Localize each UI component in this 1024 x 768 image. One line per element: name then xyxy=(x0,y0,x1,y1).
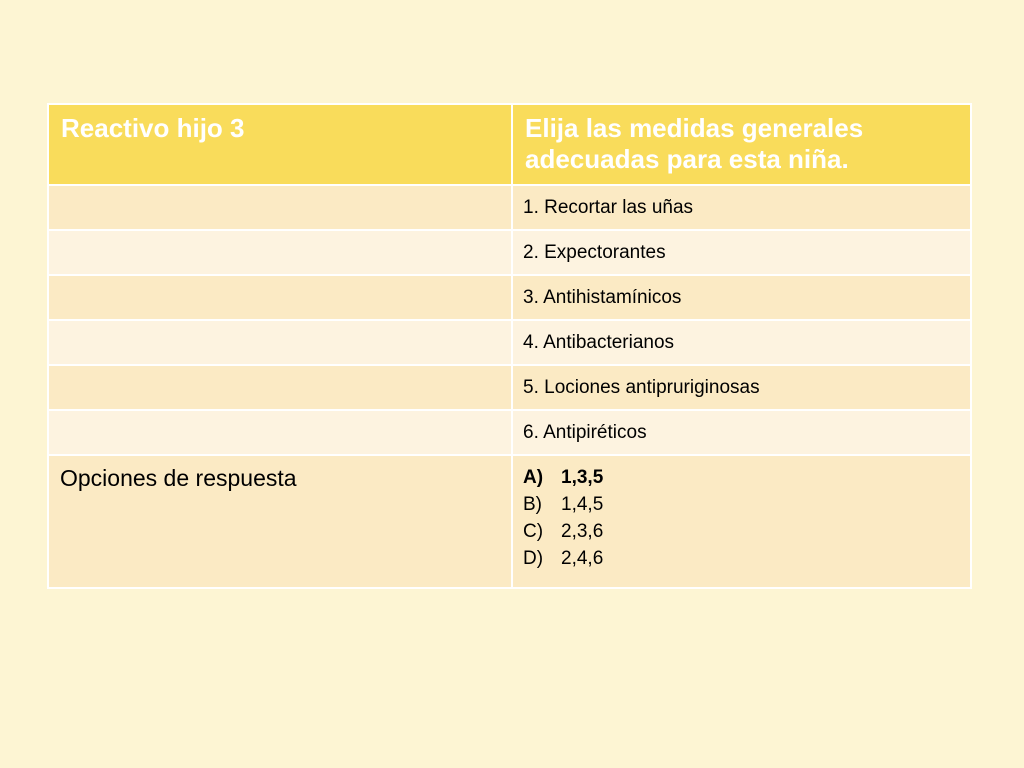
answers-label-cell xyxy=(48,455,512,588)
option-letter: C) xyxy=(523,521,544,542)
item-cell xyxy=(512,185,971,230)
list-item: 6. Antipiréticos xyxy=(523,421,647,443)
list-item: 2. Expectorantes xyxy=(523,241,666,263)
question-table xyxy=(47,103,972,589)
empty-cell xyxy=(48,320,512,365)
option-letter: B) xyxy=(523,494,542,515)
answer-option-c xyxy=(523,518,960,545)
empty-cell xyxy=(48,275,512,320)
empty-cell xyxy=(48,365,512,410)
option-value: 2,4,6 xyxy=(561,548,604,569)
answers-row xyxy=(48,455,971,588)
question-text: Elija las medidas generales adecuadas para esta niña. xyxy=(525,113,864,174)
table-row xyxy=(48,410,971,455)
answer-option-a xyxy=(523,464,960,491)
item-cell xyxy=(512,410,971,455)
item-cell xyxy=(512,320,971,365)
answers-options-cell xyxy=(512,455,971,588)
list-item: 5. Lociones antipruriginosas xyxy=(523,376,760,398)
list-item: 4. Antibacterianos xyxy=(523,331,675,353)
answer-options-list xyxy=(513,456,970,572)
table-row xyxy=(48,275,971,320)
empty-cell xyxy=(48,410,512,455)
option-letter: D) xyxy=(523,548,544,569)
option-value: 1,3,5 xyxy=(561,467,604,488)
item-cell xyxy=(512,365,971,410)
option-value: 2,3,6 xyxy=(561,521,604,542)
list-item: 1. Recortar las uñas xyxy=(523,196,694,218)
option-letter: A) xyxy=(523,467,544,488)
table-row xyxy=(48,185,971,230)
option-value: 1,4,5 xyxy=(561,494,604,515)
table-row xyxy=(48,320,971,365)
reactive-title: Reactivo hijo 3 xyxy=(61,113,245,143)
table-row xyxy=(48,230,971,275)
answers-label: Opciones de respuesta xyxy=(60,465,297,491)
answer-option-d xyxy=(523,545,960,572)
answer-option-b xyxy=(523,491,960,518)
table-header-row xyxy=(48,104,971,185)
item-cell xyxy=(512,275,971,320)
table-row xyxy=(48,365,971,410)
item-cell xyxy=(512,230,971,275)
header-cell-left xyxy=(48,104,512,185)
list-item: 3. Antihistamínicos xyxy=(523,286,682,308)
empty-cell xyxy=(48,185,512,230)
empty-cell xyxy=(48,230,512,275)
header-cell-right xyxy=(512,104,971,185)
